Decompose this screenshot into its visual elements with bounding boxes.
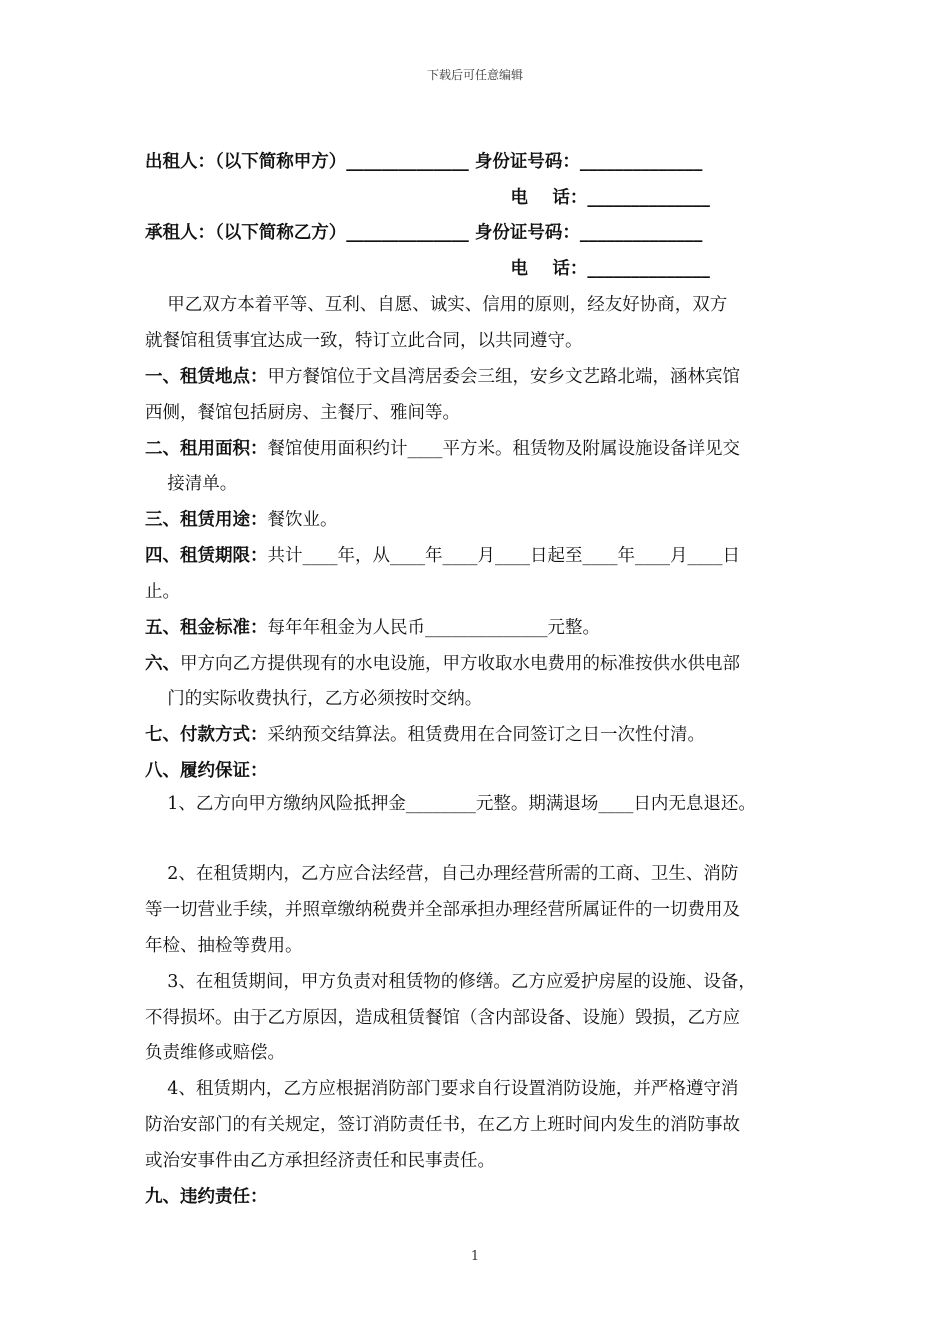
clause-8-heading-line	[145, 760, 268, 782]
clause-8-item-4-line-3	[145, 1150, 495, 1172]
clause-2-line-1	[145, 438, 740, 460]
clause-1-heading: 一、租赁地点：	[145, 367, 268, 387]
preamble-line-1	[145, 294, 727, 316]
lessee-phone-line	[145, 258, 710, 280]
clause-8-item-4-line-2	[145, 1114, 740, 1136]
clause-6-heading: 六、	[145, 654, 180, 674]
clause-8-item-4-text-3: 或治安事件由乙方承担经济责任和民事责任。	[145, 1151, 495, 1171]
clause-8-item-2-line-3	[145, 935, 303, 957]
clause-4-text-1: 共计____年，从____年____月____日起至____年____月____日	[267, 546, 740, 566]
clause-7-heading: 七、付款方式：	[145, 725, 268, 745]
clause-8-item-3-line-2	[145, 1007, 740, 1029]
clause-8-item-1-text: 1、乙方向甲方缴纳风险抵押金________元整。期满退场____日内无息退还。	[145, 794, 756, 814]
clause-8-item-2-text-2: 等一切营业手续，并照章缴纳税费并全部承担办理经营所属证件的一切费用及	[145, 900, 740, 920]
lessor-phone-line	[145, 187, 710, 209]
preamble-line-2	[145, 330, 583, 352]
clause-9-heading: 九、违约责任：	[145, 1187, 268, 1207]
clause-8-item-2-text-1: 2、在租赁期内，乙方应合法经营，自己办理经营所需的工商、卫生、消防	[145, 864, 739, 884]
clause-8-item-4-text-2: 防治安部门的有关规定，签订消防责任书，在乙方上班时间内发生的消防事故	[145, 1115, 740, 1135]
clause-4-text-2: 止。	[145, 582, 180, 602]
clause-3-line	[145, 509, 338, 531]
clause-1-text-1: 甲方餐馆位于文昌湾居委会三组，安乡文艺路北端，涵林宾馆	[267, 367, 740, 387]
page-number: 1	[470, 1249, 480, 1264]
preamble-text-2: 就餐馆租赁事宜达成一致，特订立此合同，以共同遵守。	[145, 331, 583, 351]
clause-7-text: 采纳预交结算法。租赁费用在合同签订之日一次性付清。	[267, 725, 705, 745]
lessor-line	[145, 151, 702, 173]
clause-1-line-2	[145, 402, 460, 424]
clause-8-item-3-line-1	[145, 971, 756, 993]
clause-6-line-2	[145, 688, 482, 710]
clause-2-line-2	[145, 473, 237, 495]
clause-4-line-1	[145, 545, 740, 567]
clause-8-item-3-line-3	[145, 1042, 285, 1064]
lessee-label: 承租人：（以下简称乙方）______________ 身份证号码：______________	[145, 223, 703, 243]
clause-5-line	[145, 617, 600, 639]
clause-8-item-2-line-1	[145, 863, 738, 885]
clause-8-item-3-text-1: 3、在租赁期间，甲方负责对租赁物的修缮。乙方应爱护房屋的设施、设备，	[145, 972, 756, 992]
clause-5-text: 每年年租金为人民币______________元整。	[267, 618, 600, 638]
clause-3-text: 餐饮业。	[267, 510, 338, 530]
preamble-text-1: 甲乙双方本着平等、互利、自愿、诚实、信用的原则，经友好协商，双方	[145, 295, 728, 315]
clause-8-item-2-line-2	[145, 899, 740, 921]
clause-4-line-2	[145, 581, 180, 603]
clause-3-heading: 三、租赁用途：	[145, 510, 268, 530]
clause-5-heading: 五、租金标准：	[145, 618, 268, 638]
lessee-line	[145, 222, 702, 244]
clause-8-item-1	[145, 793, 756, 815]
clause-8-item-4-text-1: 4、租赁期内，乙方应根据消防部门要求自行设置消防设施，并严格遵守消	[145, 1079, 739, 1099]
clause-7-line	[145, 724, 705, 746]
header-note: 下载后可任意编辑	[426, 68, 523, 82]
clause-8-item-3-text-3: 负责维修或赔偿。	[145, 1043, 285, 1063]
clause-2-heading: 二、租用面积：	[145, 439, 268, 459]
clause-1-text-2: 西侧，餐馆包括厨房、主餐厅、雅间等。	[145, 403, 460, 423]
clause-6-text-2: 门的实际收费执行，乙方必须按时交纳。	[145, 689, 483, 709]
lessor-phone-label: 电 话：______________	[145, 188, 710, 208]
clause-2-text-2: 接清单。	[145, 474, 238, 494]
clause-4-heading: 四、租赁期限：	[145, 546, 268, 566]
clause-6-line-1	[145, 653, 740, 675]
clause-2-text-1: 餐馆使用面积约计____平方米。租赁物及附属设施设备详见交	[267, 439, 740, 459]
lessee-phone-label: 电 话：______________	[145, 259, 710, 279]
clause-8-item-4-line-1	[145, 1078, 738, 1100]
clause-1-line-1	[145, 366, 740, 388]
clause-6-text-1: 甲方向乙方提供现有的水电设施，甲方收取水电费用的标准按供水供电部	[180, 654, 740, 674]
clause-8-item-2-text-3: 年检、抽检等费用。	[145, 936, 303, 956]
clause-9-heading-line	[145, 1186, 268, 1208]
clause-8-heading: 八、履约保证：	[145, 761, 268, 781]
clause-8-item-3-text-2: 不得损坏。由于乙方原因，造成租赁餐馆（含内部设备、设施）毁损，乙方应	[145, 1008, 740, 1028]
lessor-label: 出租人：（以下简称甲方）______________ 身份证号码：______________	[145, 152, 703, 172]
